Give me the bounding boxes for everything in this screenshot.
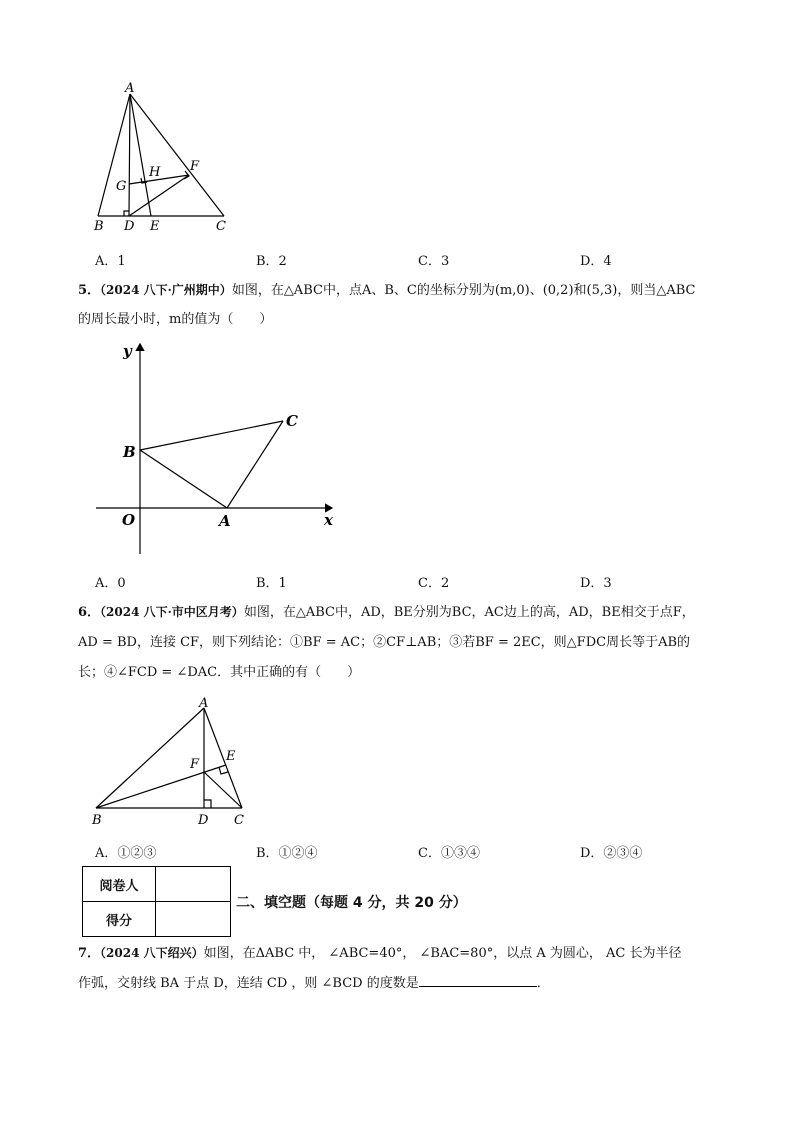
label-a: A bbox=[125, 81, 135, 96]
q7-source: （2024 八下绍兴） bbox=[100, 946, 204, 960]
side-ac bbox=[130, 94, 224, 216]
q6-line3: 长；④∠FCD = ∠DAC．其中正确的有（ ） bbox=[78, 665, 361, 680]
grading-table bbox=[82, 866, 231, 937]
label-g: G bbox=[116, 179, 127, 194]
q6-source: （2024 八下·市中区月考） bbox=[100, 605, 244, 619]
label-c: C bbox=[286, 412, 298, 430]
label-a: A bbox=[219, 512, 231, 530]
q7-text-2: 作弧，交射线 BA 于点 D，连结 CD ，则 ∠BCD 的度数是 bbox=[78, 976, 419, 991]
q6-option-c: C．①③④ bbox=[418, 846, 480, 861]
q7-line1 bbox=[78, 943, 681, 964]
q7-answer-blank[interactable] bbox=[419, 974, 537, 987]
label-d: D bbox=[124, 219, 135, 234]
side-ac bbox=[204, 708, 242, 808]
triangle-figure-q6 bbox=[88, 694, 258, 830]
q4-option-a: A．1 bbox=[95, 254, 126, 269]
label-h: H bbox=[149, 165, 161, 180]
q5-text-1: 如图，在△ABC中，点A、B、C的坐标分别为(m,0)、(0,2)和(5,3)，则当△ABC bbox=[231, 283, 696, 298]
q6-option-a: A．①②③ bbox=[95, 846, 157, 861]
coordinate-figure-q5 bbox=[92, 336, 352, 560]
score-label: 得分 bbox=[83, 902, 156, 937]
side-ab bbox=[140, 450, 227, 508]
side-bc bbox=[140, 421, 283, 450]
q6-line2: AD = BD，连接 CF，则下列结论：①BF = AC；②CF⊥AB；③若BF = 2EC，则△FDC周长等于AB的 bbox=[78, 635, 691, 650]
label-e: E bbox=[226, 749, 236, 764]
triangle-figure-q4 bbox=[88, 80, 248, 236]
segment-ad bbox=[129, 94, 130, 216]
q7-line2 bbox=[78, 974, 550, 994]
label-f: F bbox=[190, 159, 200, 174]
right-angle-d bbox=[204, 800, 211, 808]
altitude-be bbox=[96, 765, 226, 808]
label-b: B bbox=[92, 813, 102, 828]
label-c: C bbox=[216, 219, 226, 234]
q5-source: （2024 八下·广州期中） bbox=[100, 283, 232, 297]
q4-option-c: C．3 bbox=[418, 254, 450, 269]
right-angle-d bbox=[124, 211, 129, 216]
q5-line1 bbox=[78, 280, 695, 301]
side-ab bbox=[96, 708, 204, 808]
q7-number: 7． bbox=[78, 946, 101, 961]
q6-text-1: 如图，在△ABC中，AD，BE分别为BC，AC边上的高，AD，BE相交于点F， bbox=[243, 605, 695, 620]
q5-option-b: B．1 bbox=[256, 576, 287, 591]
q7-text-1: 如图，在ΔABC 中， ∠ABC=40°， ∠BAC=80°，以点 A 为圆心， AC 长为半径 bbox=[203, 946, 682, 961]
section-heading-fill-in: 二、填空题（每题 4 分，共 20 分） bbox=[236, 895, 467, 911]
reviewer-cell[interactable] bbox=[156, 867, 231, 902]
segment-ae bbox=[130, 94, 151, 216]
q6-line1 bbox=[78, 602, 695, 623]
segment-df bbox=[129, 175, 189, 216]
side-ac bbox=[227, 421, 283, 508]
q7-text-end: ． bbox=[536, 976, 550, 991]
score-cell[interactable] bbox=[156, 902, 231, 937]
label-b: B bbox=[123, 443, 136, 461]
label-x: x bbox=[324, 511, 333, 529]
q5-line2: 的周长最小时，m的值为（ ） bbox=[78, 312, 273, 327]
label-o: O bbox=[122, 511, 136, 529]
q5-option-a: A．0 bbox=[95, 576, 126, 591]
q5-option-d: D．3 bbox=[580, 576, 612, 591]
q6-option-b: B．①②④ bbox=[256, 846, 318, 861]
label-a: A bbox=[199, 696, 209, 711]
label-b: B bbox=[94, 219, 104, 234]
label-e: E bbox=[150, 219, 160, 234]
segment-cf bbox=[204, 772, 242, 808]
reviewer-label: 阅卷人 bbox=[83, 867, 156, 902]
q6-number: 6． bbox=[78, 605, 101, 620]
q6-option-d: D．②③④ bbox=[580, 846, 643, 861]
side-ab bbox=[98, 94, 130, 216]
q4-option-d: D．4 bbox=[580, 254, 612, 269]
label-y: y bbox=[123, 342, 132, 360]
q4-option-b: B．2 bbox=[256, 254, 287, 269]
label-d: D bbox=[198, 813, 209, 828]
label-c: C bbox=[234, 813, 244, 828]
q5-number: 5． bbox=[78, 283, 101, 298]
label-f: F bbox=[190, 757, 200, 772]
q5-option-c: C．2 bbox=[418, 576, 450, 591]
